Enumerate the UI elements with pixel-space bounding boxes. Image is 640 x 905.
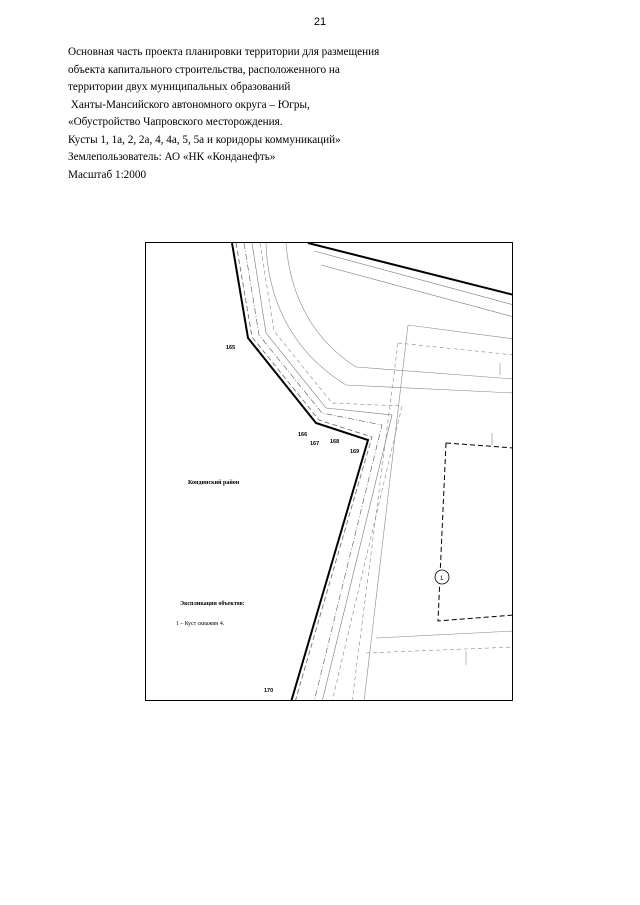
corridor-line [252, 243, 392, 701]
header-line: территории двух муниципальных образований [68, 81, 291, 93]
boundary-line-main [232, 243, 368, 701]
header-line: Ханты-Мансийского автономного округа – Югры, [68, 98, 310, 111]
road-line [286, 243, 513, 379]
site-line [352, 343, 398, 701]
point-label-169: 169 [350, 449, 360, 455]
page-number: 21 [313, 16, 327, 28]
header-line: объекта капитального строительства, расположенного на [68, 63, 340, 76]
document-header [68, 44, 488, 184]
header-line: Основная часть проекта планировки территории для размещения [68, 46, 380, 58]
point-label-167: 167 [310, 441, 320, 447]
planning-map [146, 243, 513, 701]
header-line: Кусты 1, 1а, 2, 2а, 4, 4а, 5, 5а и коридоры коммуникаций» [68, 133, 341, 146]
site-line [366, 647, 513, 653]
pad-outline [438, 443, 513, 621]
header-line: Землепользователь: АО «НК «Конданефть» [68, 151, 276, 163]
map-frame [145, 242, 513, 701]
road-line [266, 243, 513, 393]
header-line: Масштаб 1:2000 [68, 168, 147, 181]
pad-outline [446, 443, 513, 448]
site-line [376, 631, 513, 638]
point-label-170: 170 [264, 688, 274, 694]
site-line [398, 343, 513, 355]
point-label-165: 165 [226, 345, 236, 351]
point-label-166: 166 [298, 432, 308, 438]
header-line: «Обустройство Чапровского месторождения. [68, 116, 283, 128]
object-marker-label: 1 [440, 576, 444, 582]
corridor-line [321, 265, 513, 317]
region-label: Кондинский район [188, 480, 240, 486]
explication-title: Экспликация объектов: [180, 601, 245, 607]
explication-item: 1 – Куст скважин 4. [176, 621, 225, 627]
point-label-168: 168 [330, 439, 340, 445]
boundary-line-dashed [236, 243, 372, 701]
site-line [364, 325, 408, 701]
site-line [408, 325, 513, 339]
corridor-line [260, 243, 402, 701]
boundary-line-top [308, 243, 513, 295]
corridor-line [244, 243, 382, 701]
corridor-line [314, 251, 513, 305]
